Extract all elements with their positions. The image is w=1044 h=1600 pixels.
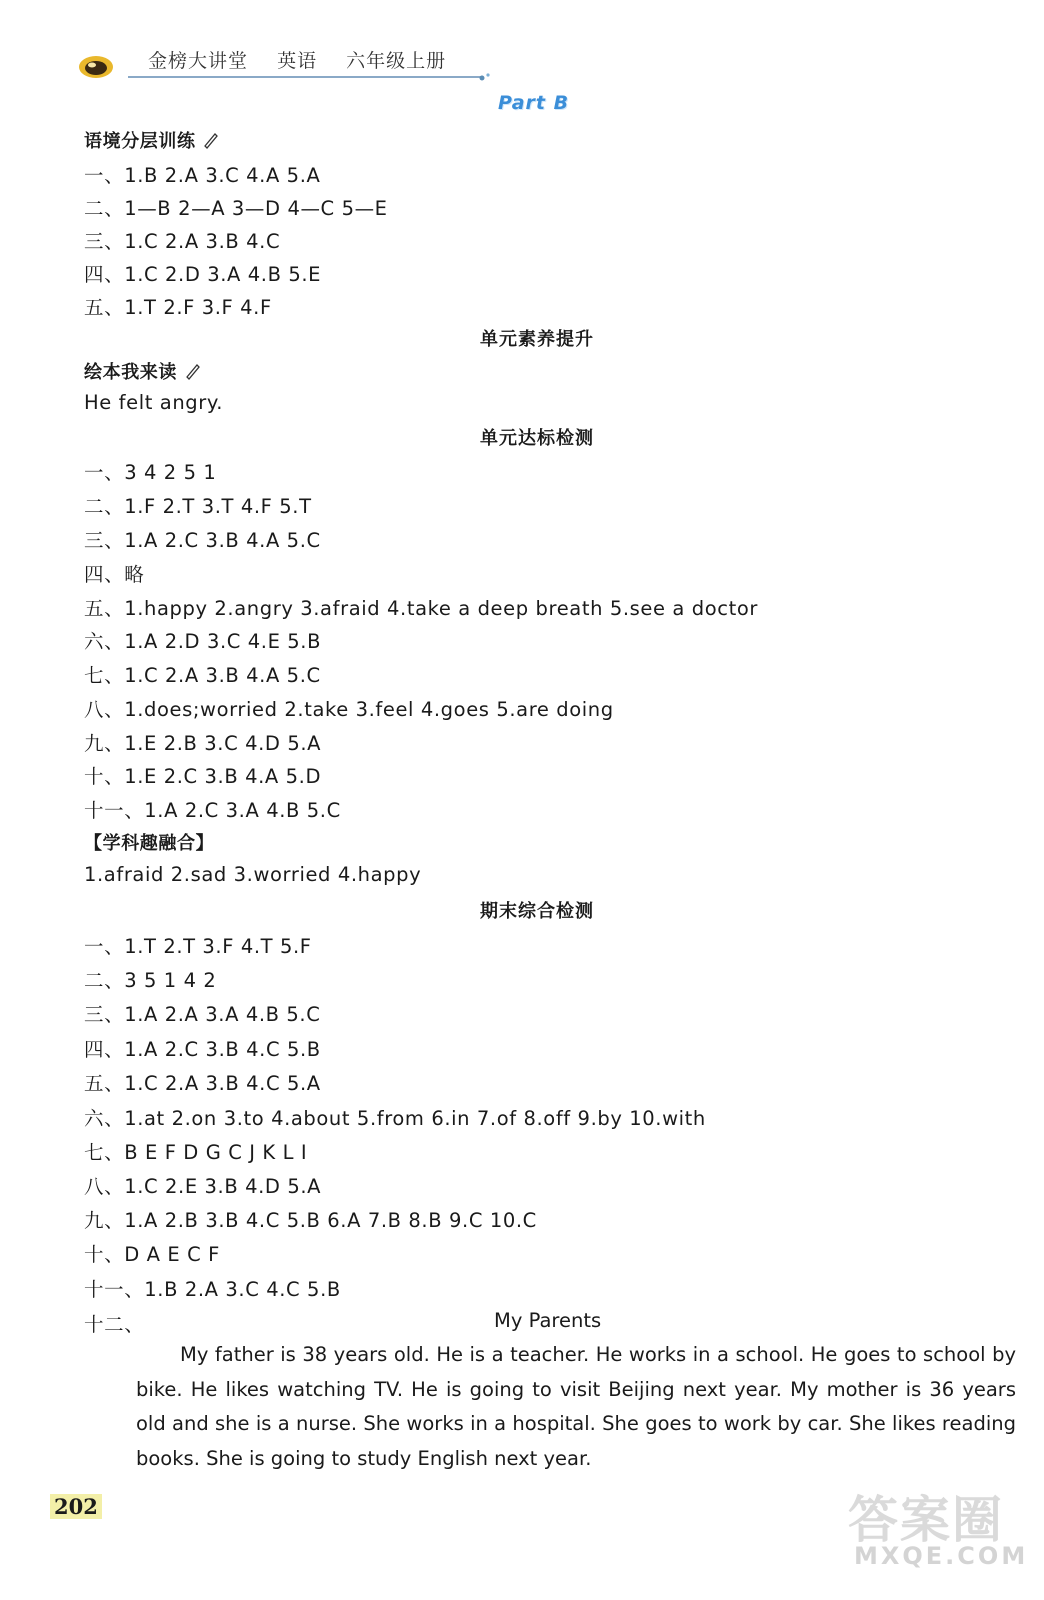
book-logo-icon xyxy=(78,54,114,80)
section-heading-final-test: 期末综合检测 xyxy=(480,901,594,922)
answer-line: 五、1.T 2.F 3.F 4.F xyxy=(84,296,272,319)
answer-line: 四、1.C 2.D 3.A 4.B 5.E xyxy=(84,263,322,286)
pencil-icon xyxy=(184,362,202,380)
answer-line: 八、1.C 2.E 3.B 4.D 5.A xyxy=(84,1175,322,1198)
answer-line: 三、1.A 2.A 3.A 4.B 5.C xyxy=(84,1003,321,1026)
answer-line: 三、1.C 2.A 3.B 4.C xyxy=(84,230,281,253)
picture-book-answer: He felt angry. xyxy=(84,391,224,414)
subject-fusion-answer: 1.afraid 2.sad 3.worried 4.happy xyxy=(84,863,422,886)
answer-line: 二、3 5 1 4 2 xyxy=(84,969,217,992)
answer-line: 六、1.A 2.D 3.C 4.E 5.B xyxy=(84,630,322,653)
answer-line: 七、B E F D G C J K L I xyxy=(84,1141,308,1164)
essay-title: My Parents xyxy=(494,1309,602,1332)
section-heading-unit-literacy: 单元素养提升 xyxy=(480,329,594,350)
answer-line: 四、1.A 2.C 3.B 4.C 5.B xyxy=(84,1038,321,1061)
page-number: 202 xyxy=(50,1494,102,1519)
essay-number: 十二、 xyxy=(84,1313,145,1336)
answer-line: 七、1.C 2.A 3.B 4.A 5.C xyxy=(84,664,321,687)
answer-line: 十一、1.B 2.A 3.C 4.C 5.B xyxy=(84,1278,341,1301)
answer-line: 二、1—B 2—A 3—D 4—C 5—E xyxy=(84,197,388,220)
section-heading-unit-test: 单元达标检测 xyxy=(480,428,594,449)
section-heading-subject-fusion: 【学科趣融合】 xyxy=(84,833,215,854)
answer-line: 一、1.T 2.T 3.F 4.T 5.F xyxy=(84,935,312,958)
answer-line: 一、1.B 2.A 3.C 4.A 5.A xyxy=(84,164,321,187)
answer-line: 三、1.A 2.C 3.B 4.A 5.C xyxy=(84,529,321,552)
header-rule xyxy=(128,76,483,78)
answer-line: 一、3 4 2 5 1 xyxy=(84,461,217,484)
section-heading-picture-book: 绘本我来读 xyxy=(84,358,202,384)
header-dots-icon xyxy=(478,70,492,82)
running-header xyxy=(78,44,498,84)
answer-line: 五、1.happy 2.angry 3.afraid 4.take a deep breath 5.see a doctor xyxy=(84,597,758,620)
answer-line: 四、略 xyxy=(84,563,145,586)
answer-line: 十、D A E C F xyxy=(84,1243,220,1266)
section-heading-context-training: 语境分层训练 xyxy=(84,127,220,153)
answer-line: 十、1.E 2.C 3.B 4.A 5.D xyxy=(84,765,322,788)
header-title xyxy=(148,46,468,73)
answer-line: 十一、1.A 2.C 3.A 4.B 5.C xyxy=(84,799,341,822)
header-grade: 六年级上册 xyxy=(346,50,447,72)
header-book: 金榜大讲堂 xyxy=(148,50,249,72)
answer-line: 八、1.does;worried 2.take 3.feel 4.goes 5.are doing xyxy=(84,698,614,721)
answer-line: 二、1.F 2.T 3.T 4.F 5.T xyxy=(84,495,312,518)
answer-line: 九、1.A 2.B 3.B 4.C 5.B 6.A 7.B 8.B 9.C 10.C xyxy=(84,1209,537,1232)
part-label: Part B xyxy=(498,92,570,114)
answer-line: 五、1.C 2.A 3.B 4.C 5.A xyxy=(84,1072,321,1095)
watermark xyxy=(848,1480,1029,1580)
answer-line: 九、1.E 2.B 3.C 4.D 5.A xyxy=(84,732,322,755)
header-subject: 英语 xyxy=(277,50,318,72)
answer-line: 六、1.at 2.on 3.to 4.about 5.from 6.in 7.of 8.off 9.by 10.with xyxy=(84,1107,706,1130)
essay-body: My father is 38 years old. He is a teacher. He works in a school. He goes to school by bike. He likes watching TV. He is going to visit Beijing next year. My mother is 36 years old and she is a nurse. She works in a hospital. She goes to work by car. She likes reading books. She is going to study English next year. xyxy=(136,1343,1016,1470)
watermark-url: MXQE.COM xyxy=(854,1542,1029,1570)
watermark-logo: 答案圈 xyxy=(848,1491,1004,1549)
pencil-icon xyxy=(202,131,220,149)
